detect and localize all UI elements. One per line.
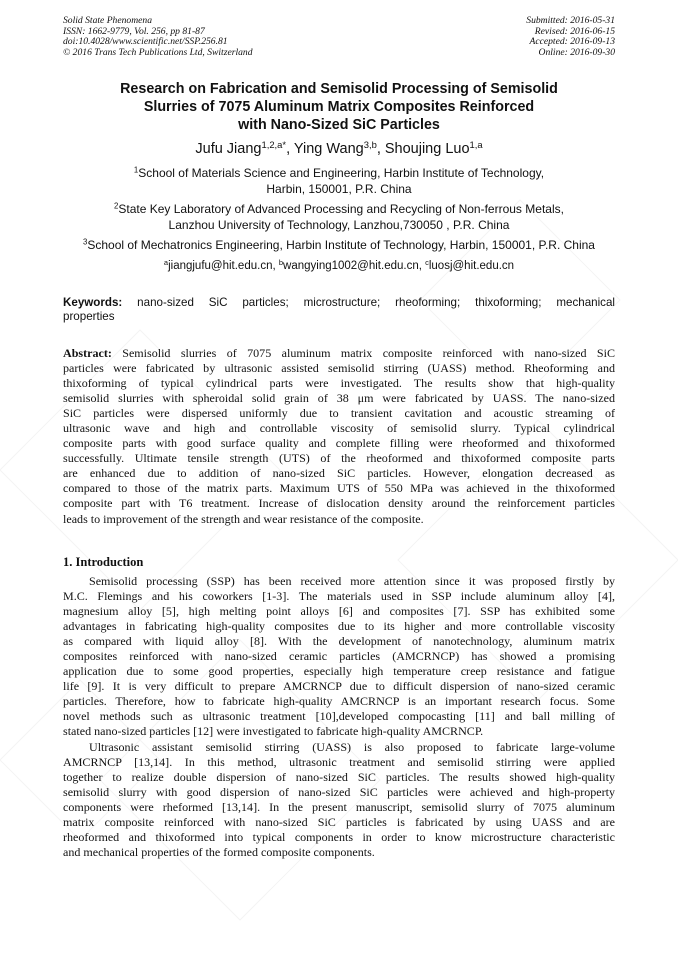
author-affiliation-mark: 3,b <box>363 138 377 150</box>
header-right <box>526 16 615 58</box>
email-mark: b <box>278 257 284 267</box>
abstract-line: successfully. Ultimate tensile strength (UTS) of the rheoformed and thixoformed composite parts <box>63 451 615 466</box>
keywords-line <box>63 296 615 310</box>
affiliation-2 <box>40 202 638 233</box>
email-mark: a <box>163 257 169 267</box>
abstract-line: SiC particles were dispersed uniformly due to transient cavitation and acoustic streaming of <box>63 406 615 421</box>
author-name: Shoujing Luo <box>384 141 470 157</box>
header-left <box>63 16 253 58</box>
body-line: novel methods such as ultrasonic treatment [10],developed compocasting [11] and ball milling of <box>63 709 615 724</box>
affiliation-3 <box>40 238 638 254</box>
body-line: components were rheformed [13,14]. In the present manuscript, semisolid slurry of 7075 aluminum <box>63 799 615 814</box>
body-line: rheoformed and thixoformed into typical components in order to know microstructure characteristic <box>63 829 615 844</box>
abstract-line: Abstract: Semisolid slurries of 7075 aluminum matrix composite reinforced with nano-sized SiC <box>63 346 615 360</box>
email-link[interactable]: luosj@hit.edu.cn <box>428 260 515 272</box>
body-line: application due to some good properties, especially high temperature creep resistance and fatigue <box>63 664 615 679</box>
body-line: advantages in fabricating high-quality composites due to its higher and more controllable viscosity <box>63 619 615 634</box>
email-link[interactable]: wangying1002@hit.edu.cn <box>283 260 419 272</box>
body-line: matrix composite reinforced with nano-sized SiC particles is fabricated by using UASS and are <box>63 814 615 829</box>
introduction-body <box>63 574 615 860</box>
section-heading: 1. Introduction <box>63 555 144 569</box>
body-line: Ultrasonic assistant semisolid stirring (UASS) is also proposed to fabricate large-volume <box>89 739 615 754</box>
author-list <box>63 140 615 158</box>
paper-title <box>63 80 615 134</box>
author-separator: , <box>376 141 385 157</box>
doi-line: doi:10.4028/www.scientific.net/SSP.256.81 <box>63 36 228 48</box>
author-separator: , <box>286 141 294 157</box>
body-line: M.C. Flemings and his coworkers [1-3]. The materials used in SSP include aluminum alloy [4], <box>63 589 615 604</box>
abstract-line: composite part with T6 treatment. Increase of dislocation density around the reinforcement particles <box>63 496 615 511</box>
title-line: with Nano-Sized SiC Particles <box>238 117 440 133</box>
affiliation-mark: 1 <box>133 165 139 175</box>
keywords-text-continued: properties <box>63 310 115 323</box>
abstract-line: particles were fabricated by ultrasonic assisted semisolid stirring (UASS) method. Rheoforming and <box>63 361 615 376</box>
affiliation-text: State Key Laboratory of Advanced Processing and Recycling of Non-ferrous Metals, <box>118 202 564 216</box>
author-affiliation-mark: 1,2,a* <box>261 138 287 150</box>
abstract-block <box>63 346 615 527</box>
submitted-date: Submitted: 2016-05-31 <box>526 15 615 26</box>
body-line: Semisolid processing (SSP) has been received more attention since it was proposed firstly by <box>89 574 615 588</box>
title-line: Slurries of 7075 Aluminum Matrix Composites Reinforced <box>143 99 535 115</box>
accepted-date: Accepted: 2016-09-13 <box>529 36 615 48</box>
revised-date: Revised: 2016-06-15 <box>534 25 615 37</box>
affiliation-text: School of Materials Science and Engineering, Harbin Institute of Technology, <box>138 166 545 180</box>
journal-name: Solid State Phenomena <box>63 15 152 26</box>
abstract-label: Abstract: <box>63 346 112 360</box>
body-line: magnesium alloy [5], high melting point alloys [6] and composites [7]. SSP has exhibited some <box>63 604 615 619</box>
body-line: together to realize double dispersion of nano-sized SiC particles. The results showed high-quality <box>63 769 615 784</box>
author-name: Jufu Jiang <box>195 141 262 157</box>
abstract-line: ultrasonic wave and high and controllable viscosity of semisolid slurry. Typical cylindrical <box>63 421 615 436</box>
abstract-line: thixoforming of typical cylindrical parts were investigated. The results show that high-quality <box>63 376 615 391</box>
body-line: AMCRNCP [13,14]. In this method, ultrasonic treatment and semisolid stirring were applied <box>63 754 615 769</box>
body-line: life [9]. It is very difficult to prepare AMCRNCP due to difficult dispersion of nano-sized ceramic <box>63 679 615 694</box>
body-line: semisolid slurry with good dispersion of nano-sized SiC particles were achieved and high-property <box>63 784 615 799</box>
affiliation-mark: 2 <box>114 201 119 211</box>
author-name: Ying Wang <box>293 141 364 157</box>
email-link[interactable]: jiangjufu@hit.edu.cn <box>168 260 273 272</box>
abstract-line: are enhanced due to addition of nano-sized SiC particles. However, elongation decreased as <box>63 466 615 481</box>
abstract-line: composite parts with good surface quality and complete filling were rheoformed and thixoformed <box>63 436 615 451</box>
copyright-line: © 2016 Trans Tech Publications Ltd, Switzerland <box>63 46 253 58</box>
body-line: composites reinforced with nano-sized ceramic particles (AMCRNCP) has showed a promising <box>63 649 615 664</box>
body-line: particles. Therefore, how to fabricate high-quality AMCRNCP is an important research focus. Some <box>63 694 615 709</box>
affiliation-text: School of Mechatronics Engineering, Harbin Institute of Technology, Harbin, 150001, P.R. China <box>87 238 595 252</box>
keywords-label: Keywords: <box>63 296 123 309</box>
email-separator: , <box>418 260 426 272</box>
abstract-line: compared to those of the matrix parts. Maximum UTS of 550 MPa was achieved in the thixoformed <box>63 481 615 496</box>
affiliation-text: Harbin, 150001, P.R. China <box>266 181 412 196</box>
issn-line: ISSN: 1662-9779, Vol. 256, pp 81-87 <box>63 25 205 37</box>
body-line: stated nano-sized particles [12] were investigated to fabricate high-quality AMCRNCP. <box>63 724 484 739</box>
title-line: Research on Fabrication and Semisolid Processing of Semisolid <box>120 81 558 97</box>
email-list <box>63 257 615 272</box>
body-line: as compared with liquid alloy [8]. With the development of nanotechnology, aluminum matrix <box>63 634 615 649</box>
email-separator: , <box>272 260 279 272</box>
affiliation-text: Lanzhou University of Technology, Lanzhou,730050 , P.R. China <box>168 217 510 232</box>
body-line: and mechanical properties of the formed composite components. <box>63 844 375 859</box>
email-mark: c <box>425 257 429 267</box>
keywords-text: nano-sized SiC particles; microstructure; rheoforming; thixoforming; mechanical <box>137 296 615 309</box>
affiliation-mark: 3 <box>83 237 88 247</box>
affiliation-1 <box>40 166 638 197</box>
abstract-line: semisolid slurries with spheroidal solid grain of 38 μm were fabricated by UASS. The nano-sized <box>63 391 615 406</box>
abstract-line: leads to improvement of the strength and wear resistance of the composite. <box>63 511 424 526</box>
online-date: Online: 2016-09-30 <box>538 46 615 58</box>
author-affiliation-mark: 1,a <box>469 138 483 150</box>
